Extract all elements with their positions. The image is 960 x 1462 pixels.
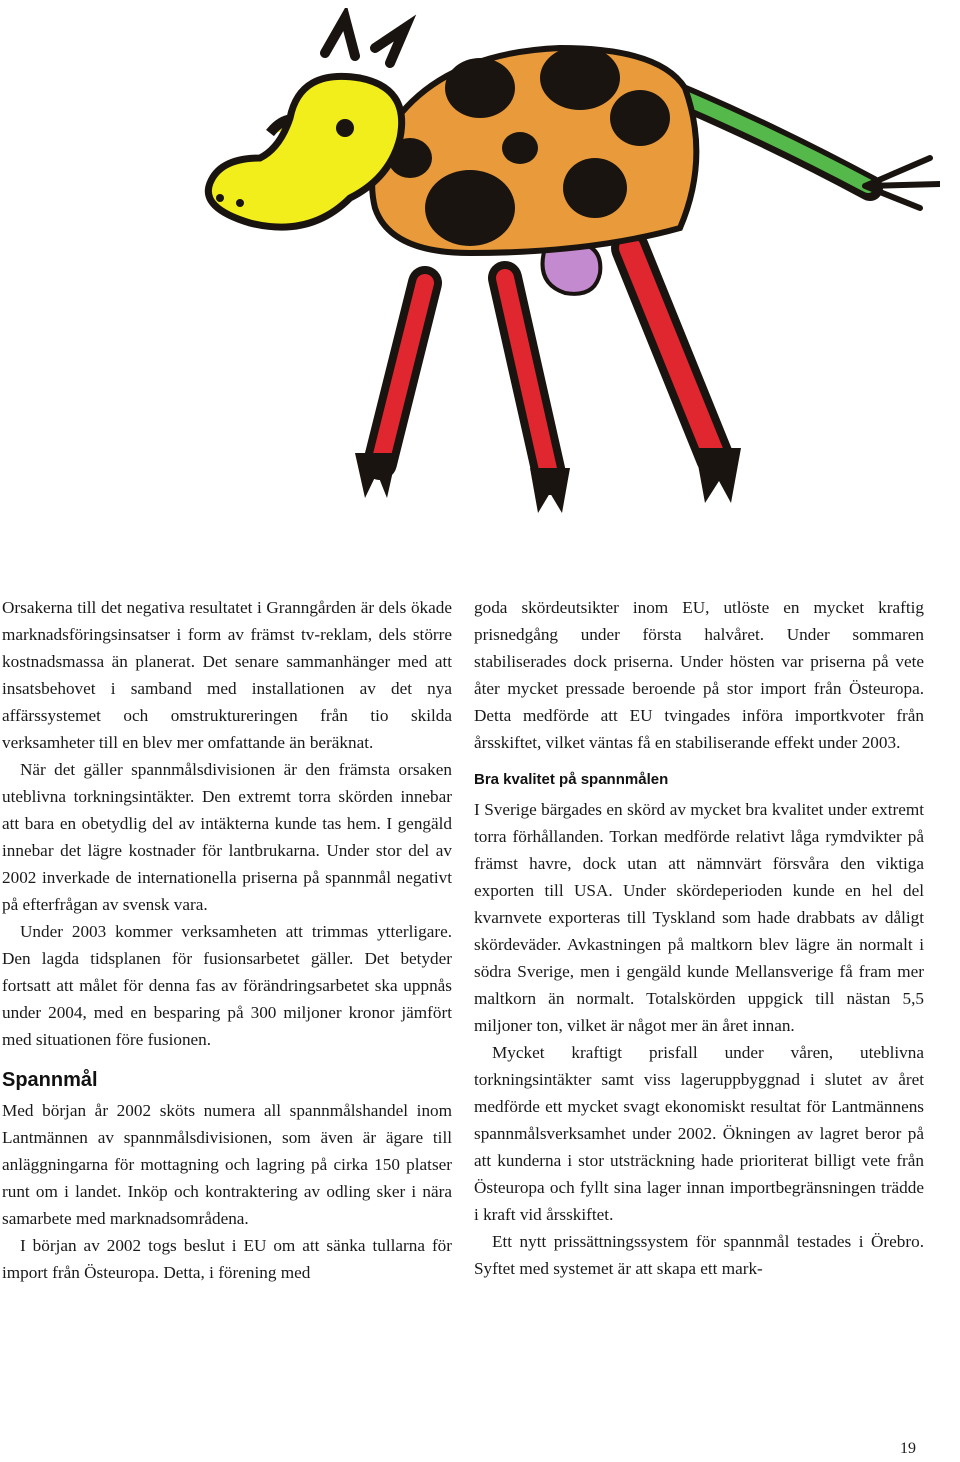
cow-legs (355, 248, 741, 513)
body-paragraph: När det gäller spannmålsdivisionen är den främsta orsaken uteblivna torkningsintäkter. Den extremt torra skörden innebar att bara en obetydlig del av intäkterna kunde tas hem. I gengäld innebar det lägre kostnader för lantbrukarna. Under stor del av 2002 inverkade de internationella priserna på spannmål negativt på efterfrågan av svensk vara. (2, 760, 452, 914)
right-column (474, 594, 924, 1282)
left-column (2, 594, 452, 1286)
section-heading: Spannmål (2, 1069, 98, 1091)
body-paragraph: I början av 2002 togs beslut i EU om att sänka tullarna för import från Östeuropa. Detta, i förening med (2, 1236, 452, 1282)
page-number: 19 (900, 1440, 916, 1457)
body-paragraph: Mycket kraftigt prisfall under våren, uteblivna torkningsintäkter samt viss lageruppbyggnad i slutet av året medförde ett mycket svagt ekonomiskt resultat för Lantmännens spannmålsverksamhet under 2002. Ökningen av lagret beror på att kunderna i stor utsträckning hade prioriterat billigt vete från Östeuropa och fyllt sina lager innan importbegränsningen trädde i kraft vid årsskiftet. (474, 1043, 924, 1224)
body-paragraph: Under 2003 kommer verksamheten att trimmas ytterligare. Den lagda tidsplanen för fusionsarbetet gäller. Det betyder fortsatt att målet för denna fas av förändringsarbetet ska uppnås under 2004, med en besparing på 300 miljoner kronor jämfört med situationen före fusionen. (2, 922, 452, 1049)
sub-heading: Bra kvalitet på spannmålen (474, 771, 669, 788)
body-paragraph: Ett nytt prissättningssystem för spannmål testades i Örebro. Syftet med systemet är att skapa ett mark- (474, 1232, 924, 1278)
body-paragraph: goda skördeutsikter inom EU, utlöste en mycket kraftig prisnedgång under första halvåret. Under sommaren stabiliserades dock priserna. Under hösten var priserna på vete åter mycket pressade beroende på stor import från Östeuropa. Detta medförde att EU tvingades införa importkvoter från årsskiftet, vilket väntas få en stabiliserande effekt under 2003. (474, 598, 924, 752)
body-paragraph: Med början år 2002 sköts numera all spannmålshandel inom Lantmännen av spannmålsdivisionen, som även är ägare till anläggningarna för mottagning och lagring på cirka 150 platser runt om i landet. Inköp och kontraktering av odling sker i nära samarbete med marknadsområdena. (2, 1101, 452, 1228)
body-paragraph: Orsakerna till det negativa resultatet i Granngården är dels ökade marknadsföringsinsatser i form av främst tv-reklam, dels större kostnadsmassa än planerat. Det senare sammanhänger med att insatsbehovet i samband med installationen av det nya affärssystemet och omstruktureringen från tio skilda verksamheter till en blev mer omfattande än beräknat. (2, 598, 452, 752)
cow-drawing (140, 8, 940, 548)
body-paragraph: I Sverige bärgades en skörd av mycket bra kvalitet under extremt torra förhållanden. Torkan medförde relativt låga rymdvikter på främst havre, dock utan att nämnvärt försvåra den viktiga exporten till USA. Under skördeperioden kunde en hel del kvarnvete exporteras till Tyskland som hade drabbats av dåligt skördeväder. Avkastningen på maltkorn blev lägre än normalt i södra Sverige, men i gengäld kunde Mellansverige få fram mer maltkorn än normalt. Totalskörden uppgick till nästan 5,5 miljoner ton, vilket är något mer än året innan. (474, 800, 924, 1035)
